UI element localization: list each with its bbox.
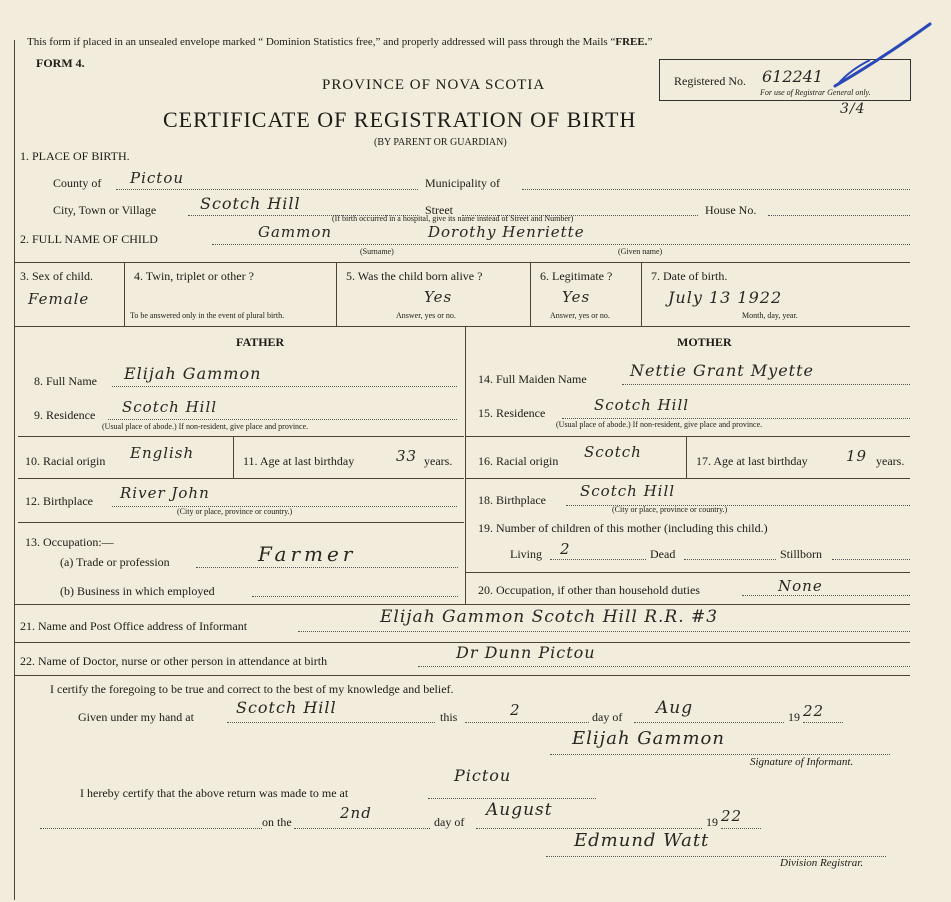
certify-statement: I certify the foregoing to be true and correct to the best of my knowledge and belief.	[50, 682, 454, 696]
stillborn-label: Stillborn	[780, 547, 823, 561]
father-age-value: 33	[396, 447, 418, 465]
informant-label: 21. Name and Post Office address of Informant	[20, 619, 248, 633]
registrar-day: 2nd	[340, 804, 372, 822]
this-label: this	[440, 710, 458, 724]
mother-children-label: 19. Number of children of this mother (including this child.)	[478, 521, 768, 535]
mother-occupation-value: None	[778, 577, 823, 595]
mother-name-label: 14. Full Maiden Name	[478, 372, 587, 386]
mother-birthplace-value: Scotch Hill	[580, 482, 676, 500]
born-alive-note: Answer, yes or no.	[396, 311, 456, 320]
living-value: 2	[560, 540, 571, 558]
street-label: Street	[425, 203, 453, 217]
mother-age-value: 19	[846, 447, 868, 465]
twin-label: 4. Twin, triplet or other ?	[134, 269, 254, 283]
sex-label: 3. Sex of child.	[20, 269, 93, 283]
registered-no-label: Registered No.	[674, 74, 746, 88]
mail-notice: This form if placed in an unsealed envelope marked “ Dominion Statistics free,” and properly addressed will pass through the Mails “FREE.”	[27, 36, 653, 48]
given-under-label: Given under my hand at	[78, 710, 194, 724]
mother-birthplace-label: 18. Birthplace	[478, 493, 546, 507]
father-residence-label: 9. Residence	[34, 408, 96, 422]
county-line	[116, 189, 418, 190]
father-business-label: (b) Business in which employed	[60, 584, 215, 598]
house-label: House No.	[705, 203, 757, 217]
mother-name-value: Nettie Grant Myette	[630, 361, 815, 380]
mother-racial-value: Scotch	[584, 443, 642, 461]
father-residence-value: Scotch Hill	[122, 398, 218, 416]
father-racial-label: 10. Racial origin	[25, 454, 106, 468]
child-given-name: Dorothy Henriette	[428, 223, 585, 241]
certify-year-prefix: 19	[788, 710, 800, 724]
father-birthplace-value: River John	[120, 484, 210, 502]
registrar-day-of-label: day of	[434, 815, 465, 829]
living-label: Living	[510, 547, 542, 561]
father-age-label: 11. Age at last birthday	[243, 454, 355, 468]
page-subtitle: (BY PARENT OR GUARDIAN)	[374, 137, 507, 148]
father-trade-label: (a) Trade or profession	[60, 555, 170, 569]
mother-age-label: 17. Age at last birthday	[696, 454, 808, 468]
municipality-line	[522, 189, 910, 190]
city-value: Scotch Hill	[200, 194, 301, 213]
date-of-birth-value: July 13 1922	[668, 288, 783, 307]
blue-pen-check-mark	[780, 20, 950, 100]
child-name-line	[212, 244, 910, 245]
father-heading: FATHER	[236, 335, 285, 349]
twin-note: To be answered only in the event of plural birth.	[130, 311, 285, 320]
on-the-label: on the	[262, 815, 292, 829]
father-name-value: Elijah Gammon	[124, 364, 262, 383]
registrar-year-prefix: 19	[706, 815, 718, 829]
informant-signature: Elijah Gammon	[572, 728, 725, 749]
place-of-birth-label: 1. PLACE OF BIRTH.	[20, 149, 130, 163]
mother-occupation-label: 20. Occupation, if other than household duties	[478, 583, 700, 597]
father-years-label: years.	[424, 454, 453, 468]
date-of-birth-note: Month, day, year.	[742, 311, 798, 320]
father-residence-note: (Usual place of abode.) If non-resident, give place and province.	[102, 422, 309, 431]
father-name-label: 8. Full Name	[34, 374, 97, 388]
legitimate-note: Answer, yes or no.	[550, 311, 610, 320]
registered-number: 612241	[762, 67, 824, 86]
parents-divider	[465, 326, 466, 604]
informant-value: Elijah Gammon Scotch Hill R.R. #3	[380, 607, 719, 627]
row3-top-line	[14, 262, 910, 263]
form-number: FORM 4.	[36, 56, 85, 70]
registrar-statement: I hereby certify that the above return was made to me at	[80, 786, 349, 800]
city-label: City, Town or Village	[53, 203, 157, 217]
date-of-birth-label: 7. Date of birth.	[651, 269, 728, 283]
mother-birthplace-note: (City or place, province or country.)	[612, 505, 728, 514]
certify-month: Aug	[656, 698, 694, 718]
mother-residence-label: 15. Residence	[478, 406, 546, 420]
registrar-month: August	[486, 800, 553, 820]
mother-heading: MOTHER	[677, 335, 732, 349]
legitimate-value: Yes	[562, 288, 591, 306]
sex-value: Female	[28, 290, 90, 308]
certify-year: 22	[803, 702, 825, 720]
municipality-label: Municipality of	[425, 176, 500, 190]
bleed-through-texture	[230, 285, 233, 305]
registrar-year: 22	[721, 807, 743, 825]
mother-residence-note: (Usual place of abode.) If non-resident, give place and province.	[556, 420, 763, 429]
father-birthplace-label: 12. Birthplace	[25, 494, 93, 508]
legitimate-label: 6. Legitimate ?	[540, 269, 613, 283]
mother-years-label: years.	[876, 454, 905, 468]
father-birthplace-note: (City or place, province or country.)	[177, 507, 293, 516]
page-title: CERTIFICATE OF REGISTRATION OF BIRTH	[163, 107, 637, 132]
certify-day-of-label: day of	[592, 710, 623, 724]
mother-residence-value: Scotch Hill	[594, 396, 690, 414]
certify-place: Scotch Hill	[236, 698, 337, 717]
doctor-value: Dr Dunn Pictou	[456, 643, 596, 662]
margin-mark: 3/4	[840, 101, 866, 117]
born-alive-value: Yes	[424, 288, 453, 306]
father-trade-value: Farmer	[258, 542, 357, 566]
county-label: County of	[53, 176, 102, 190]
registrar-signature: Edmund Watt	[574, 830, 710, 851]
registrar-place: Pictou	[454, 766, 512, 785]
born-alive-label: 5. Was the child born alive ?	[346, 269, 483, 283]
registrar-general-note: For use of Registrar General only.	[760, 88, 871, 97]
row3-bottom-line	[14, 326, 910, 327]
hospital-note: (If birth occurred in a hospital, give its name instead of Street and Number)	[332, 214, 574, 223]
father-occupation-label: 13. Occupation:—	[25, 535, 114, 549]
registrar-signature-label: Division Registrar.	[780, 857, 864, 869]
surname-note: (Surname)	[360, 247, 394, 256]
left-border	[14, 40, 15, 900]
province-heading: PROVINCE OF NOVA SCOTIA	[322, 77, 546, 93]
house-line	[768, 215, 910, 216]
child-name-label: 2. FULL NAME OF CHILD	[20, 232, 158, 246]
county-value: Pictou	[130, 169, 185, 187]
informant-signature-label: Signature of Informant.	[750, 756, 854, 768]
dead-label: Dead	[650, 547, 676, 561]
certify-day: 2	[510, 701, 521, 719]
child-surname: Gammon	[258, 223, 333, 241]
doctor-label: 22. Name of Doctor, nurse or other person in attendance at birth	[20, 654, 328, 668]
father-racial-value: English	[130, 444, 195, 462]
mother-racial-label: 16. Racial origin	[478, 454, 559, 468]
given-name-note: (Given name)	[618, 247, 663, 256]
